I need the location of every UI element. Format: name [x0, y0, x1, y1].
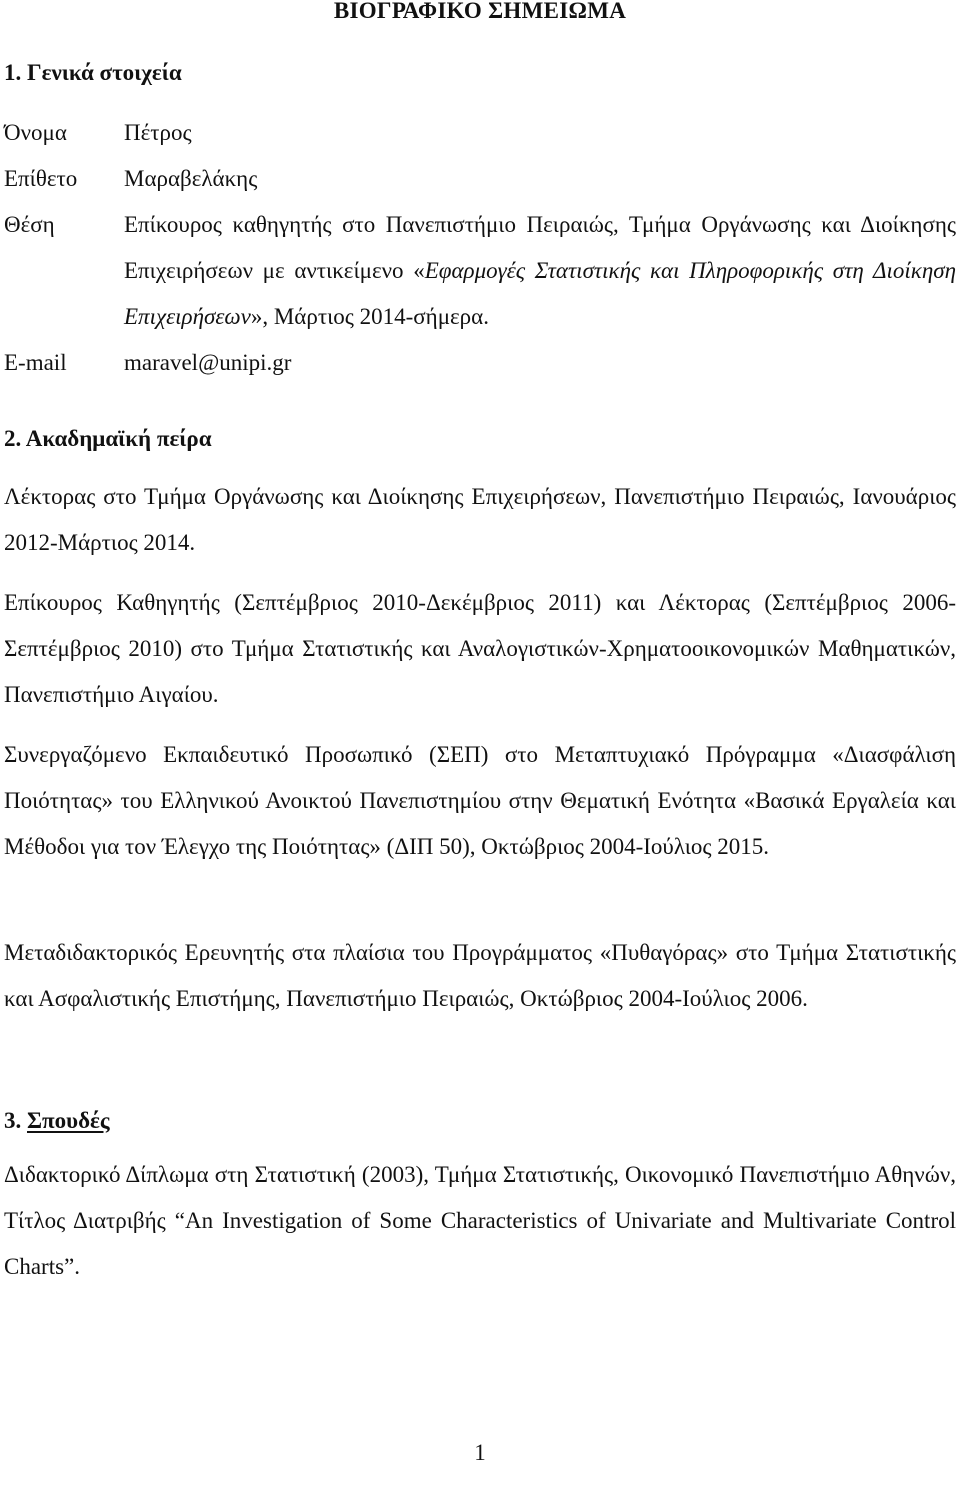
- section-heading-academic: 2. Ακαδημαϊκή πείρα: [4, 426, 212, 451]
- email-value: maravel@unipi.gr: [124, 350, 292, 375]
- position-label: Θέση: [4, 212, 55, 237]
- page-number: 1: [474, 1440, 486, 1465]
- email-label: E-mail: [4, 350, 67, 375]
- academic-paragraph-1: Λέκτορας στο Τμήμα Οργάνωσης και Διοίκησης Επιχειρήσεων, Πανεπιστήμιο Πειραιώς, Ιανουάριος 2012-Μάρτιος 2014.: [4, 484, 956, 555]
- name-value: Πέτρος: [124, 120, 192, 145]
- position-text-italic: Εφαρμογές Στατιστικής και Πληροφορικής στη Διοίκηση Επιχειρήσεων: [124, 258, 956, 329]
- field-row-position: [4, 202, 956, 340]
- field-row-name: [4, 110, 956, 156]
- studies-heading-text: Σπουδές: [27, 1108, 110, 1133]
- position-text-end: », Μάρτιος 2014-σήμερα.: [250, 304, 489, 329]
- section-heading-studies: [4, 1108, 110, 1134]
- document-title: ΒΙΟΓΡΑΦΙΚΟ ΣΗΜΕΙΩΜΑ: [333, 0, 627, 23]
- surname-value: Μαραβελάκης: [124, 166, 258, 191]
- position-text-start: Επίκουρος καθηγητής στο Πανεπιστήμιο Πειραιώς, Τμήμα Οργάνωσης και Διοίκησης Επιχειρήσεων με αντικείμενο «: [124, 212, 956, 283]
- surname-label: Επίθετο: [4, 166, 78, 191]
- name-label: Όνομα: [4, 120, 67, 145]
- studies-paragraph-1: Διδακτορικό Δίπλωμα στη Στατιστική (2003), Τμήμα Στατιστικής, Οικονομικό Πανεπιστήμιο Αθηνών, Τίτλος Διατριβής “An Investigation of Some Characteristics of Univariate and Multivariate Control Charts”.: [4, 1162, 956, 1279]
- field-row-surname: [4, 156, 956, 202]
- field-row-email: [4, 340, 956, 386]
- academic-paragraph-4: Μεταδιδακτορικός Ερευνητής στα πλαίσια του Προγράμματος «Πυθαγόρας» στο Τμήμα Στατιστικής και Ασφαλιστικής Επιστήμης, Πανεπιστήμιο Πειραιώς, Οκτώβριος 2004-Ιούλιος 2006.: [4, 940, 956, 1011]
- position-value: [124, 202, 956, 340]
- studies-heading-number: 3.: [4, 1108, 27, 1133]
- academic-paragraph-2: Επίκουρος Καθηγητής (Σεπτέμβριος 2010-Δεκέμβριος 2011) και Λέκτορας (Σεπτέμβριος 2006-Σεπτέμβριος 2010) στο Τμήμα Στατιστικής και Αναλογιστικών-Χρηματοοικονομικών Μαθηματικών, Πανεπιστήμιο Αιγαίου.: [4, 590, 956, 707]
- academic-paragraph-3: Συνεργαζόμενο Εκπαιδευτικό Προσωπικό (ΣΕΠ) στο Μεταπτυχιακό Πρόγραμμα «Διασφάλιση Ποιότητας» του Ελληνικού Ανοικτού Πανεπιστημίου στην Θεματική Ενότητα «Βασικά Εργαλεία και Μέθοδοι για τον Έλεγχο της Ποιότητας» (ΔΙΠ 50), Οκτώβριος 2004-Ιούλιος 2015.: [4, 742, 956, 859]
- section-heading-general: 1. Γενικά στοιχεία: [4, 60, 182, 85]
